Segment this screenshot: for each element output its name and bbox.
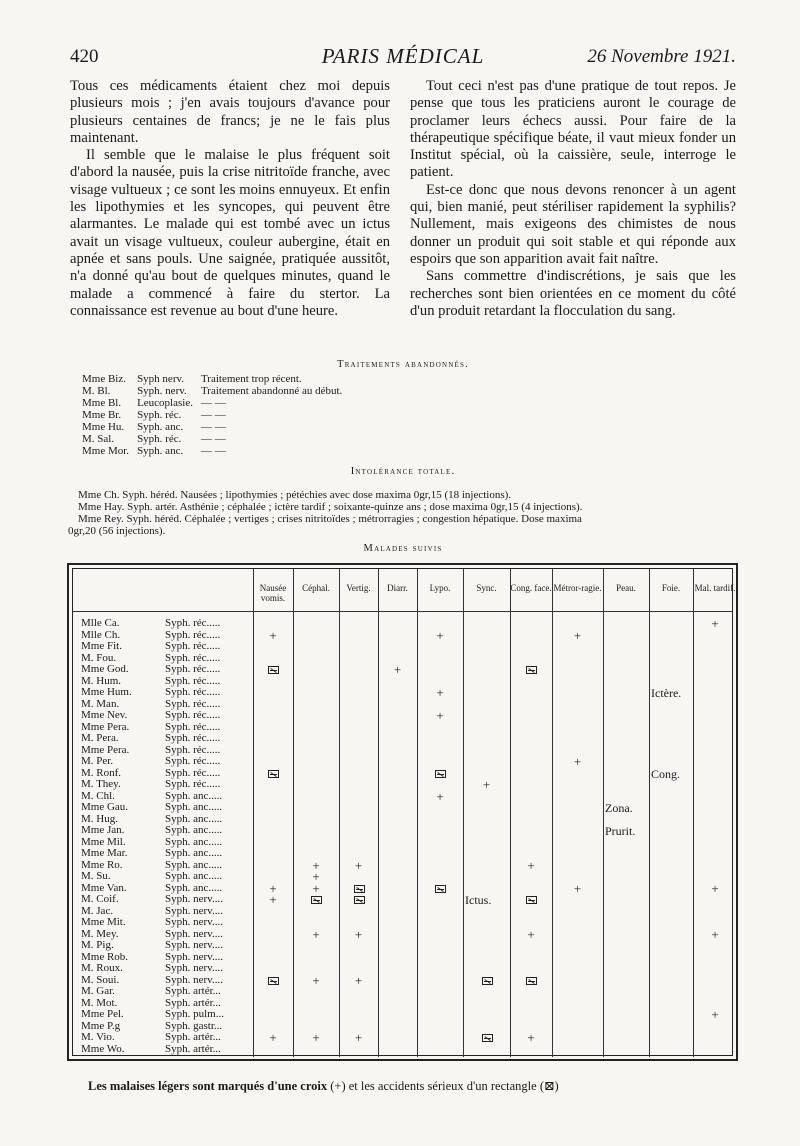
cross-mark: + <box>269 1030 277 1045</box>
patient-diagnosis: Syph. anc..... <box>165 847 223 859</box>
rectangle-mark <box>435 885 446 893</box>
intolerance-line: 0gr,20 (56 injections). <box>68 525 166 537</box>
paragraph: Sans commettre d'indiscrétions, je sais que les recherches sont bien orientées en ce moment du côté d'un produit retardant la flocculation du sang. <box>410 268 736 319</box>
patient-name: Mme Mil. <box>81 835 126 848</box>
patient-name: Mme Van. <box>81 881 127 894</box>
rectangle-mark <box>268 977 279 985</box>
abandoned-cell: Mme Mor. <box>82 445 130 457</box>
rectangle-mark <box>526 666 537 674</box>
column-divider <box>293 569 294 1057</box>
journal-title: PARIS MÉDICAL <box>321 44 485 68</box>
patient-diagnosis: Syph. anc..... <box>165 801 223 813</box>
abandoned-cell: Leucoplasie. <box>137 397 193 409</box>
patient-name: Mme Mit. <box>81 916 126 928</box>
abandoned-cell: Syph. nerv. <box>137 385 187 397</box>
column-divider <box>253 569 254 1057</box>
patient-diagnosis: Syph. réc..... <box>165 755 221 767</box>
abandoned-cell: Mme Hu. <box>82 421 125 433</box>
patient-diagnosis: Syph. artér... <box>165 1042 221 1055</box>
column-divider <box>417 569 418 1057</box>
abandoned-cell: Syph. réc. <box>137 433 182 445</box>
patient-name: M. Pera. <box>81 732 119 744</box>
cross-mark: + <box>269 880 277 896</box>
left-column <box>70 78 390 320</box>
abandoned-cell: — — <box>200 433 226 445</box>
column-divider <box>649 569 650 1057</box>
patient-name: Mme Pera. <box>81 743 130 756</box>
column-header: Diarr. <box>387 583 408 593</box>
patient-diagnosis: Syph. nerv.... <box>165 904 223 917</box>
patient-diagnosis: Syph. gastr... <box>165 1019 223 1032</box>
cross-mark: + <box>436 685 444 700</box>
patient-diagnosis: Syph. réc..... <box>165 640 221 652</box>
abandoned-row <box>82 433 350 445</box>
patient-name: M. Mot. <box>81 996 118 1009</box>
cross-mark: + <box>354 972 363 988</box>
patient-name: M. Hug. <box>81 812 118 825</box>
cross-mark: + <box>436 708 444 723</box>
patient-diagnosis: Syph. artér... <box>165 1031 221 1043</box>
patient-name: Mme Pera. <box>81 720 130 733</box>
abandoned-table <box>82 373 350 457</box>
column-divider <box>552 569 553 1057</box>
abandoned-cell: — — <box>200 445 226 457</box>
cross-mark: + <box>711 880 719 896</box>
patient-diagnosis: Syph. anc..... <box>165 835 223 848</box>
rectangle-mark <box>526 977 537 985</box>
patient-name: Mme P.g <box>81 1019 121 1032</box>
cell-note: Ictère. <box>651 686 682 700</box>
patient-diagnosis: Syph. réc..... <box>165 663 221 675</box>
patient-name: Mme Nev. <box>81 709 128 721</box>
cross-mark: + <box>527 857 535 873</box>
column-divider <box>510 569 511 1057</box>
patient-name: M. Ronf. <box>81 766 122 779</box>
page-number: 420 <box>70 46 99 67</box>
patient-name: Mme Ro. <box>81 858 123 871</box>
abandoned-row <box>82 385 350 397</box>
patient-name: M. Mey. <box>81 927 119 940</box>
cross-mark: + <box>527 926 535 942</box>
patient-name: M. Roux. <box>81 962 123 974</box>
patient-name: M. Vio. <box>81 1031 115 1043</box>
cross-mark: + <box>354 926 363 942</box>
patient-diagnosis: Syph. anc..... <box>165 789 223 802</box>
right-column <box>410 78 736 320</box>
patient-diagnosis: Syph. réc..... <box>165 766 221 779</box>
cross-mark: + <box>711 926 719 942</box>
cell-note: Cong. <box>651 766 681 781</box>
patient-name: M. Soui. <box>81 973 120 986</box>
patient-name: Mme Gau. <box>81 801 129 813</box>
patient-name: Mlle Ca. <box>81 617 120 629</box>
rectangle-mark <box>435 770 446 778</box>
cross-mark: + <box>482 777 491 792</box>
followed-table-grid <box>72 568 736 1056</box>
abandoned-row <box>82 397 350 409</box>
column-header: Cong. face. <box>510 583 552 593</box>
abandoned-cell: — — <box>200 409 226 421</box>
patient-name: Mme Hum. <box>81 686 132 698</box>
legend-box: (⊠) <box>539 1079 559 1093</box>
patient-diagnosis: Syph. nerv.... <box>165 950 223 963</box>
rectangle-mark <box>482 1034 493 1042</box>
rectangle-mark <box>354 896 365 904</box>
cross-mark: + <box>312 972 320 988</box>
patient-diagnosis: Syph. réc..... <box>165 778 221 790</box>
rectangle-mark <box>354 885 365 893</box>
rectangle-mark <box>268 666 279 674</box>
column-header: Sync. <box>476 583 497 593</box>
abandoned-cell: M. Bl. <box>82 385 111 397</box>
patient-name: Mme Fit. <box>81 640 122 652</box>
patient-name: M. Gar. <box>81 985 115 997</box>
column-divider <box>693 569 694 1057</box>
page-header <box>70 44 736 70</box>
column-header: Foie. <box>661 583 681 593</box>
rectangle-mark <box>311 896 322 904</box>
column-header: Métror-ragie. <box>553 583 602 593</box>
abandoned-row <box>82 421 350 433</box>
abandoned-cell: Mme Biz. <box>82 373 126 385</box>
patient-name: M. Pig. <box>81 939 114 951</box>
patient-diagnosis: Syph. réc..... <box>165 732 221 744</box>
patient-diagnosis: Syph. nerv.... <box>165 962 223 974</box>
patient-diagnosis: Syph. anc..... <box>165 870 223 882</box>
table-legend <box>88 1078 559 1094</box>
legend-cross: (+) <box>330 1079 346 1093</box>
patient-name: M. Chl. <box>81 789 115 802</box>
paragraph: Tous ces médicaments étaient chez moi depuis plusieurs mois ; j'en avais toujours d'avance pour plusieurs centaines de francs; je ne le fais plus maintenant. <box>70 78 390 146</box>
paragraph: Il semble que le malaise le plus fréquent soit d'abord la nausée, puis la crise nitritoïde franche, avec visage vultueux ; ce sont les moins ennuyeux. Et enfin les lipothymies et les syncopes, qui peuvent être alarmantes. Le malade qui est tombé avec un ictus avait un visage vultueux, couleur aubergine, était en apnée et sans pouls. Une saignée, pratiquée aussitôt, n'a donné qu'au bout de quelques minutes, quand le malade a commencé à faire du stertor. La connaissance est revenue au bout d'une heure. <box>70 147 390 319</box>
abandoned-row <box>82 373 350 385</box>
cross-mark: + <box>711 616 719 631</box>
paragraph: Tout ceci n'est pas d'une pratique de tout repos. Je pense que tous les praticiens auront le courage de proclamer leurs échecs aussi. Pour faire de la thérapeutique spécifique béate, il vaut mieux fonder un Institut spécial, où la caissière, seule, interroge le patient. <box>410 78 736 181</box>
cell-note: Prurit. <box>605 824 636 838</box>
abandoned-cell: M. Sal. <box>82 433 115 445</box>
abandoned-cell: Syph nerv. <box>137 373 185 385</box>
patient-diagnosis: Syph. nerv.... <box>165 939 223 951</box>
abandoned-cell: — — <box>200 397 226 409</box>
abandoned-row <box>82 409 350 421</box>
column-header: Céphal. <box>302 583 330 593</box>
header-divider <box>73 611 732 612</box>
cross-mark: + <box>436 627 444 643</box>
patient-name: M. Per. <box>81 755 114 767</box>
patient-diagnosis: Syph. réc..... <box>165 697 221 710</box>
abandoned-row <box>82 445 350 457</box>
cross-mark: + <box>527 1030 535 1045</box>
abandoned-heading: Traitements abandonnés. <box>337 359 469 370</box>
cross-mark: + <box>573 754 582 769</box>
cell-note: Zona. <box>605 801 633 815</box>
cross-mark: + <box>269 627 277 643</box>
intolerance-line: Mme Rey. Syph. héréd. Céphalée ; vertiges ; crises nitritoïdes ; métrorragies ; congestion hépatique. Dose maxima <box>78 513 582 525</box>
cross-mark: + <box>312 869 320 884</box>
patient-diagnosis: Syph. réc..... <box>165 743 221 756</box>
abandoned-cell: Syph. anc. <box>137 421 184 433</box>
column-header: Mal. tardif. <box>694 583 736 593</box>
cross-mark: + <box>436 788 444 804</box>
rectangle-mark <box>526 896 537 904</box>
patient-name: M. Coif. <box>81 893 119 905</box>
patient-diagnosis: Syph. réc..... <box>165 720 221 733</box>
column-divider <box>603 569 604 1057</box>
patient-diagnosis: Syph. nerv.... <box>165 916 223 928</box>
patient-diagnosis: Syph. anc..... <box>165 881 223 894</box>
patient-diagnosis: Syph. nerv.... <box>165 927 223 940</box>
cross-mark: + <box>312 926 320 942</box>
column-header: Lypo. <box>429 583 451 593</box>
paragraph: Est-ce donc que nous devons renoncer à un agent qui, bien manié, peut stériliser rapidement la syphilis? Nullement, mais exigeons des chimistes de nous donner un produit qui soit stable et qui réponde aux espoirs que son apparition avait fait naître. <box>410 181 736 267</box>
legend-bold: Les malaises légers sont marqués d'une croix <box>88 1079 328 1093</box>
column-divider <box>378 569 379 1057</box>
column-divider <box>339 569 340 1057</box>
intolerance-heading: Intolérance totale. <box>350 466 456 477</box>
patient-diagnosis: Syph. artér... <box>165 996 221 1009</box>
column-header: Peau. <box>616 583 636 593</box>
legend-middle: et les accidents sérieux d'un rectangle <box>345 1079 540 1093</box>
cross-mark: + <box>312 857 320 873</box>
patient-name: M. Jac. <box>81 904 114 917</box>
cross-mark: + <box>711 1007 719 1022</box>
patient-name: M. Hum. <box>81 674 122 687</box>
patient-diagnosis: Syph. anc..... <box>165 858 223 871</box>
cross-mark: + <box>312 880 320 896</box>
cross-mark: + <box>354 1030 363 1045</box>
column-header: Vertig. <box>346 583 371 593</box>
intolerance-line: Mme Ch. Syph. héréd. Nausées ; lipothymies ; pétéchies avec dose maxima 0gr,15 (18 injections). <box>78 489 512 501</box>
patient-diagnosis: Syph. réc..... <box>165 617 221 629</box>
cross-mark: + <box>393 662 402 677</box>
patient-name: Mme Pel. <box>81 1008 124 1020</box>
abandoned-cell: Syph. réc. <box>137 409 182 421</box>
patient-diagnosis: Syph. artér... <box>165 985 221 997</box>
patient-diagnosis: Syph. nerv.... <box>165 973 223 986</box>
patient-name: Mme Rob. <box>81 950 129 963</box>
patient-name: M. They. <box>81 778 121 790</box>
patient-name: M. Su. <box>81 870 111 882</box>
abandoned-cell: — — <box>200 421 226 433</box>
patient-name: Mme God. <box>81 663 129 675</box>
abandoned-cell: Mme Br. <box>82 409 122 421</box>
rectangle-mark <box>268 770 279 778</box>
cell-note: Ictus. <box>465 893 492 907</box>
column-header: Nausée vomis. <box>259 583 287 603</box>
abandoned-cell: Traitement abandonné au début. <box>200 385 343 397</box>
followed-heading: Malades suivis <box>363 543 443 554</box>
abandoned-cell: Traitement trop récent. <box>200 373 302 385</box>
cross-mark: + <box>312 1030 320 1045</box>
patient-diagnosis: Syph. anc..... <box>165 824 223 836</box>
cross-mark: + <box>573 880 582 896</box>
patient-name: Mme Wo. <box>81 1042 125 1055</box>
abandoned-cell: Syph. anc. <box>137 445 184 457</box>
patient-name: Mme Mar. <box>81 847 128 859</box>
intolerance-line: Mme Hay. Syph. artér. Asthénie ; céphalée ; ictère tardif ; soixante-quinze ans ; dose maxima 0gr,15 (4 injections). <box>78 501 583 513</box>
patient-diagnosis: Syph. pulm... <box>165 1008 224 1020</box>
column-divider <box>463 569 464 1057</box>
cross-mark: + <box>269 892 277 907</box>
issue-date: 26 Novembre 1921. <box>587 46 736 67</box>
patient-diagnosis: Syph. réc..... <box>165 628 221 641</box>
patient-name: M. Fou. <box>81 651 117 664</box>
patient-diagnosis: Syph. réc..... <box>165 651 221 664</box>
abandoned-cell: Mme Bl. <box>82 397 122 409</box>
intolerance-list <box>68 489 738 537</box>
patient-name: Mlle Ch. <box>81 628 121 641</box>
patient-diagnosis: Syph. réc..... <box>165 686 221 698</box>
patient-name: Mme Jan. <box>81 824 125 836</box>
patient-diagnosis: Syph. nerv.... <box>165 893 223 905</box>
patient-diagnosis: Syph. réc..... <box>165 709 221 721</box>
patient-name: M. Man. <box>81 697 120 710</box>
cross-mark: + <box>573 627 582 643</box>
patient-diagnosis: Syph. anc..... <box>165 812 223 825</box>
rectangle-mark <box>482 977 493 985</box>
followed-table <box>67 563 738 1061</box>
cross-mark: + <box>354 857 363 873</box>
patient-diagnosis: Syph. réc..... <box>165 674 221 687</box>
